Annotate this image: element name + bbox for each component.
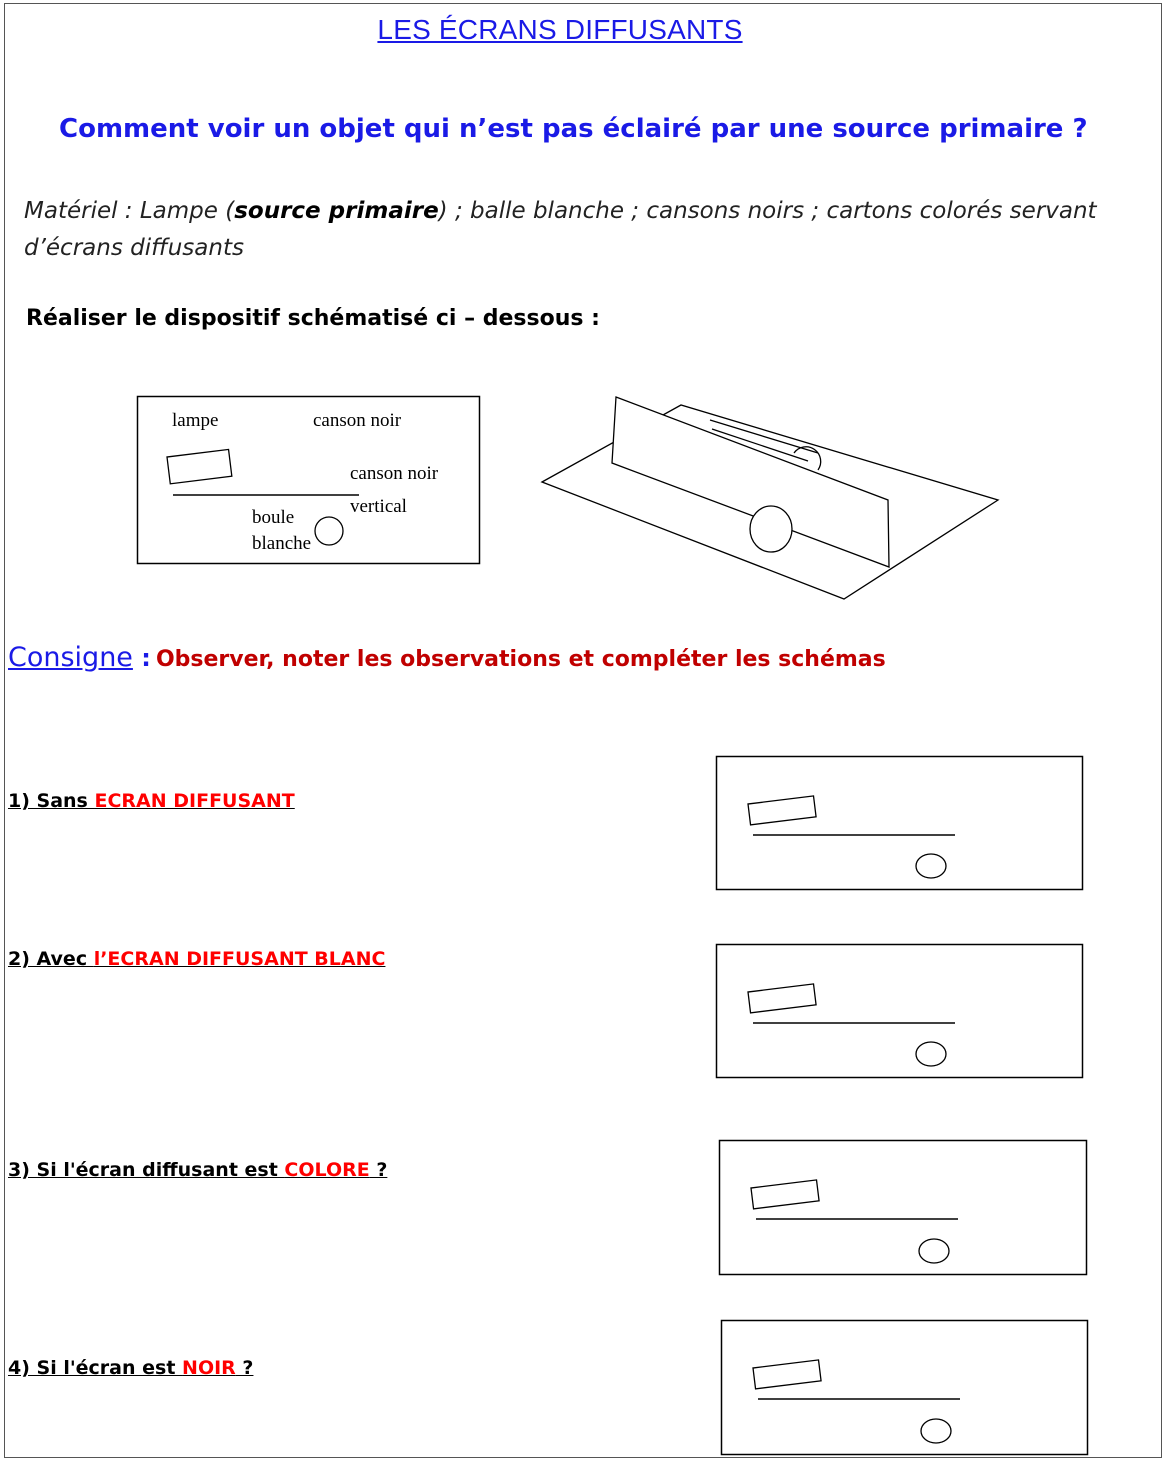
step-2-prefix: 2) Avec xyxy=(8,948,94,970)
step-1-label xyxy=(8,790,295,812)
setup-perspective-drawing xyxy=(540,395,1002,603)
step-4-prefix: 4) Si l'écran est xyxy=(8,1357,183,1379)
consigne-colon: : xyxy=(132,644,151,672)
consigne-label: Consigne xyxy=(8,642,133,673)
step-3-highlight: COLORE xyxy=(284,1159,370,1181)
step-3-diagram xyxy=(719,1140,1088,1276)
step-2-highlight: l’ECRAN DIFFUSANT BLANC xyxy=(93,948,386,970)
step-3-suffix: ? xyxy=(369,1159,388,1181)
ball-circle xyxy=(921,1419,951,1443)
step-2-label xyxy=(8,948,385,970)
page-title: LES ÉCRANS DIFFUSANTS xyxy=(377,14,743,45)
step-1-prefix: 1) Sans xyxy=(8,790,95,812)
materiel-suffix: ) ; balle blanche ; cansons noirs ; cartons colorés servant d’écrans diffusants xyxy=(24,198,1097,261)
step-4-suffix: ? xyxy=(235,1357,254,1379)
step-4-label xyxy=(8,1357,253,1379)
step-4-highlight: NOIR xyxy=(182,1357,236,1379)
step-1-highlight: ECRAN DIFFUSANT xyxy=(94,790,295,812)
setup-top-view-diagram xyxy=(137,396,481,565)
label-canson-noir-vertical-2: vertical xyxy=(350,496,407,517)
ball-circle xyxy=(315,517,343,545)
ball-drawing xyxy=(750,506,792,552)
ball-circle xyxy=(916,1042,946,1066)
consigne-line xyxy=(8,642,886,673)
ball-circle xyxy=(916,854,946,878)
label-boule-1: boule xyxy=(252,507,295,528)
consigne-text: Observer, noter les observations et compléter les schémas xyxy=(155,647,886,672)
step-2-diagram xyxy=(716,944,1084,1079)
ball-circle xyxy=(919,1239,949,1263)
step-1-diagram xyxy=(716,756,1084,891)
label-canson-noir: canson noir xyxy=(313,410,402,431)
step-3-label xyxy=(8,1159,387,1181)
materiel-paragraph xyxy=(24,193,1154,267)
materiel-bold: source primaire xyxy=(234,198,439,224)
label-lampe: lampe xyxy=(172,410,219,431)
label-canson-noir-vertical-1: canson noir xyxy=(350,463,439,484)
step-3-prefix: 3) Si l'écran diffusant est xyxy=(8,1159,285,1181)
materiel-prefix: Matériel : Lampe ( xyxy=(24,198,235,224)
step-4-diagram xyxy=(721,1320,1089,1456)
label-boule-2: blanche xyxy=(252,533,312,554)
instruction-text: Réaliser le dispositif schématisé ci – dessous : xyxy=(26,306,600,331)
question-heading: Comment voir un objet qui n’est pas éclairé par une source primaire ? xyxy=(59,114,1088,144)
